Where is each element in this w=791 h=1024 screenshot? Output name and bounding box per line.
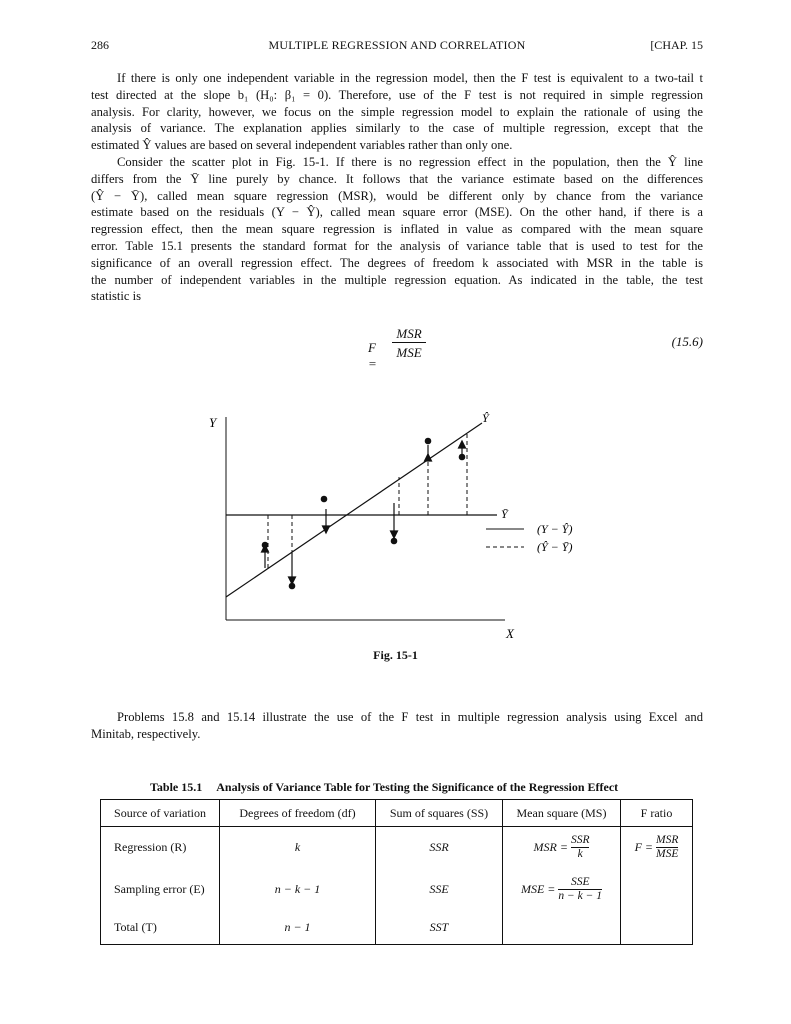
y-axis-label: Y	[209, 415, 217, 430]
text-line: statistic is	[91, 289, 142, 304]
formula-numerator: MSR	[656, 834, 679, 847]
text-line: analysis of variance. The explanation applies similarly to the case of multiple regression, except that the	[91, 121, 703, 136]
formula-denominator: MSE	[656, 848, 679, 861]
equation-lhs: F =	[368, 340, 377, 371]
cell-ms	[503, 827, 621, 869]
text-line: estimate based on the residuals (Y − Ŷ), called mean square error (MSE). On the other hand, if there is a	[91, 205, 703, 220]
formula-denominator: n − k − 1	[558, 890, 603, 902]
chapter-label: [CHAP. 15	[650, 38, 703, 52]
text-line: Minitab, respectively.	[91, 726, 201, 741]
table-row	[101, 911, 693, 945]
ybar-label: Ȳ	[501, 507, 508, 521]
text-line: (Ŷ − Ȳ), called mean square regression (MSR), would be different only by chance from the variance	[91, 188, 703, 203]
text-line: estimated Ŷ values are based on several independent variables rather than only one.	[91, 138, 513, 153]
formula-denominator: k	[577, 848, 583, 861]
header-df: Degrees of freedom (df)	[220, 800, 376, 827]
text-line: differs from the Ȳ line purely by chance. It follows that the variance estimate based on the differences	[91, 171, 703, 186]
cell-df: n − k − 1	[220, 869, 376, 911]
residual-arrowhead	[459, 441, 466, 448]
yhat-label: Ŷ	[482, 411, 489, 425]
x-axis-label: X	[506, 626, 514, 640]
header-source: Source of variation	[101, 800, 220, 827]
data-point	[459, 454, 466, 461]
equation-number: (15.6)	[671, 334, 703, 349]
table-header-row	[101, 800, 693, 827]
figure-15-1	[195, 405, 615, 640]
table-row	[101, 869, 693, 911]
msr-formula	[534, 834, 590, 861]
cell-source: Sampling error (E)	[101, 869, 220, 911]
formula-lhs: MSR =	[533, 840, 568, 855]
equation-numerator: MSR	[396, 326, 422, 341]
formula-lhs: F =	[634, 840, 654, 855]
residual-arrowhead	[391, 531, 398, 538]
cell-source: Regression (R)	[101, 827, 220, 869]
mse-formula	[521, 876, 602, 903]
legend-label-residual: (Y − Ŷ)	[537, 522, 573, 536]
legend-label-regression: (Ŷ − Ȳ)	[537, 540, 573, 554]
paragraph-1	[91, 70, 703, 154]
cell-f-empty	[621, 869, 693, 911]
data-point	[262, 542, 269, 549]
cell-ms	[503, 869, 621, 911]
cell-ms-empty	[503, 911, 621, 945]
formula-numerator: SSR	[570, 834, 590, 847]
cell-f-empty	[621, 911, 693, 945]
formula-lhs: MSE =	[520, 882, 556, 896]
formula-fraction	[558, 876, 602, 903]
table-row	[101, 827, 693, 869]
figure-caption: Fig. 15-1	[373, 648, 418, 662]
residual-arrowhead	[323, 526, 330, 533]
cell-source: Total (T)	[101, 911, 220, 945]
cell-df: k	[220, 827, 376, 869]
data-point	[391, 538, 398, 545]
data-point	[321, 496, 328, 503]
header-f: F ratio	[621, 800, 693, 827]
data-point	[425, 438, 432, 445]
text-line: analysis. For clarity, however, we focus on the simple regression model to explain the rationale of using the	[91, 104, 703, 119]
text-line: error. Table 15.1 presents the standard format for the analysis of variance table that is used to test for the	[91, 238, 703, 253]
running-title: MULTIPLE REGRESSION AND CORRELATION	[268, 38, 526, 52]
cell-f	[621, 827, 693, 869]
text-line: test directed at the slope b₁ (H₀: β₁ = 0). Therefore, use of the F test is not required in simple regression	[91, 87, 703, 102]
text-line: the number of independent variables in the multiple regression equation. As indicated in the table, the test	[91, 272, 703, 287]
paragraph-3	[91, 709, 703, 743]
cell-ss: SSR	[376, 827, 503, 869]
formula-numerator: SSE	[570, 876, 590, 888]
cell-df: n − 1	[220, 911, 376, 945]
text-line: regression effect, then the mean square regression is inflated in value as compared with the mean square	[91, 222, 703, 237]
f-formula	[635, 834, 679, 861]
table-caption: Analysis of Variance Table for Testing the Significance of the Regression Effect	[216, 780, 619, 794]
equation-denominator: MSE	[396, 345, 422, 360]
text-line: If there is only one independent variable in the regression model, then the F test is equivalent to a two-tail t	[117, 71, 703, 85]
text-line: Consider the scatter plot in Fig. 15-1. If there is no regression effect in the population, then the Ŷ line	[117, 155, 703, 169]
header-ms: Mean square (MS)	[503, 800, 621, 827]
running-header	[91, 38, 703, 56]
formula-fraction	[571, 834, 590, 861]
page-number: 286	[91, 38, 109, 52]
table-title	[150, 780, 618, 795]
table-number: Table 15.1	[150, 780, 203, 794]
anova-table	[100, 799, 693, 945]
equation-fraction	[392, 325, 426, 360]
cell-ss: SSE	[376, 869, 503, 911]
header-ss: Sum of squares (SS)	[376, 800, 503, 827]
regression-line	[226, 423, 482, 597]
formula-fraction	[656, 834, 678, 861]
data-point	[289, 583, 296, 590]
paragraph-2	[91, 154, 703, 305]
cell-ss: SST	[376, 911, 503, 945]
text-line: Problems 15.8 and 15.14 illustrate the use of the F test in multiple regression analysis using Excel and	[117, 710, 703, 724]
text-line: significance of an overall regression effect. The degrees of freedom k associated with MSR in the table is	[91, 255, 703, 270]
